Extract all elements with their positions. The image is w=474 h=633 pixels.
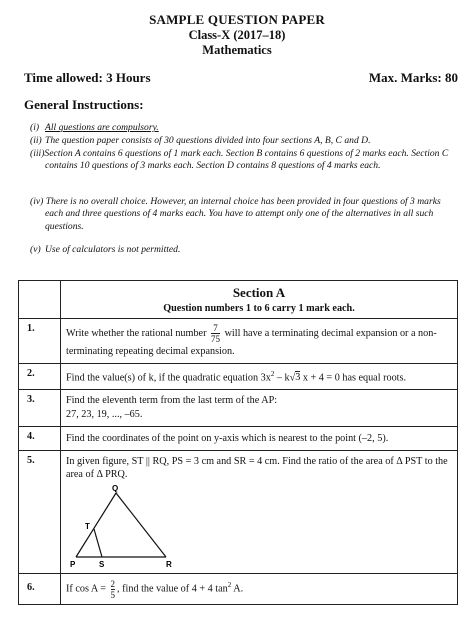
fraction: $\frac{2}{5}$ xyxy=(110,578,116,600)
vertex-label-r: R xyxy=(166,560,172,570)
table-row xyxy=(19,364,458,390)
question-text: Find the value(s) of k, if the quadratic equation $3x^2 - k√3$ x + 4 = 0 has equal roots. xyxy=(61,364,458,390)
question-number: 1. xyxy=(19,319,61,364)
question-text: Write whether the rational number $\frac{7}{75}$ will have a terminating decimal expansion or a non-terminating repeating decimal expansion. xyxy=(61,319,458,364)
triangle-figure xyxy=(66,483,452,569)
triangle-diagram xyxy=(66,483,186,569)
table-row xyxy=(19,427,458,451)
instructions-heading: General Instructions: xyxy=(24,97,144,112)
question-number: 4. xyxy=(19,427,61,451)
instruction-item: (iv) There is no overall choice. However, an internal choice has been provided in four questions of 3 marks each and three questions of 4 marks each. You have to attempt only one of the alternatives in all such questions. xyxy=(30,196,441,232)
class-label: Class-X (2017–18) xyxy=(188,28,286,42)
time-allowed: Time allowed: 3 Hours xyxy=(24,70,151,85)
vertex-label-s: S xyxy=(99,560,105,570)
question-text: If cos A = $\frac{2}{5}$ , find the value of 4 + 4 $\tan^2 A$. xyxy=(61,574,458,605)
question-number: 6. xyxy=(19,574,61,605)
vertex-label-t: T xyxy=(85,522,90,532)
fraction: $\frac{7}{75}$ xyxy=(211,323,221,344)
table-row xyxy=(19,390,458,427)
paper-title: SAMPLE QUESTION PAPER xyxy=(149,12,325,27)
instruction-item: (ii) The question paper consists of 30 questions divided into four sections A, B, C and D. xyxy=(30,135,371,146)
question-text: In given figure, ST || RQ, PS = 3 cm and SR = 4 cm. Find the ratio of the area of Δ PST to the area of Δ PRQ. Q T P S R xyxy=(61,451,458,574)
question-number: 2. xyxy=(19,364,61,390)
questions-table xyxy=(18,280,458,605)
subject-label: Mathematics xyxy=(202,43,272,57)
question-number: 3. xyxy=(19,390,61,427)
table-row xyxy=(19,319,458,364)
instruction-item: (i) All questions are compulsory. xyxy=(30,122,159,133)
instruction-item: (v) Use of calculators is not permitted. xyxy=(30,244,181,255)
section-subtitle: Question numbers 1 to 6 carry 1 mark each. xyxy=(163,303,355,314)
instruction-item: (iii)Section A contains 6 questions of 1 mark each. Section B contains 6 questions of 2 marks each. Section C contains 10 questions of 3 marks each. Section D contains 8 questions of 4 marks each. xyxy=(30,148,449,172)
max-marks: Max. Marks: 80 xyxy=(368,70,458,85)
table-row xyxy=(19,574,458,605)
vertex-label-q: Q xyxy=(112,484,119,494)
section-header-row xyxy=(19,281,458,319)
question-text: Find the eleventh term from the last term of the AP: 27, 23, 19, ..., –65. xyxy=(61,390,458,427)
question-text: Find the coordinates of the point on y-axis which is nearest to the point (–2, 5). xyxy=(61,427,458,451)
table-row xyxy=(19,451,458,574)
vertex-label-p: P xyxy=(70,560,76,570)
question-number: 5. xyxy=(19,451,61,574)
section-title: Section A xyxy=(232,285,286,300)
